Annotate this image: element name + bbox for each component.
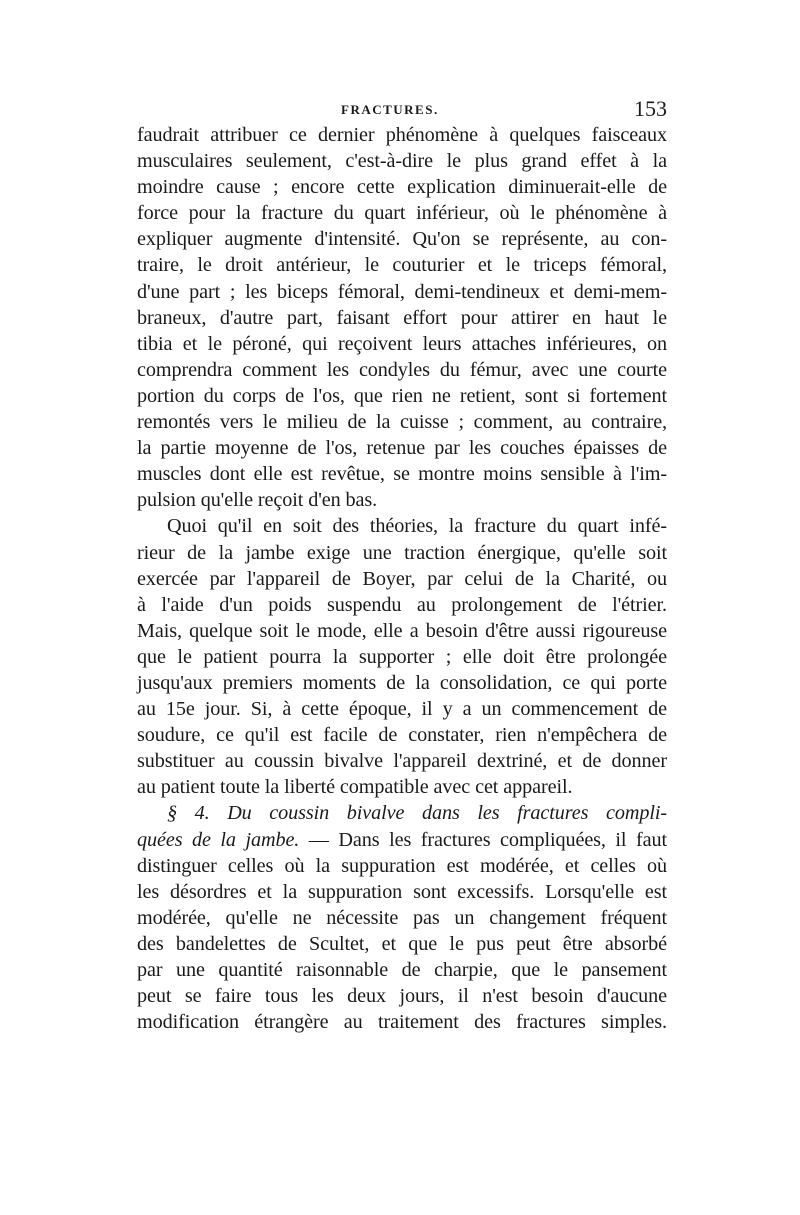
text-line: la partie moyenne de l'os, retenue par les couches épaisses de — [137, 437, 667, 460]
text-line: rieur de la jambe exige une traction énergique, qu'elle soit — [137, 541, 667, 564]
paragraph-3 — [137, 800, 667, 1035]
text-line: comprendra comment les condyles du fémur, avec une courte — [137, 358, 667, 381]
running-title: FRACTURES. — [341, 102, 439, 117]
section-heading-continued: quées de la jambe. — [137, 828, 300, 851]
text-line: soudure, ce qu'il est facile de constater, rien n'empêchera de — [137, 724, 667, 747]
text-line: musculaires seulement, c'est-à-dire le plus grand effet à la — [137, 150, 667, 173]
text-line: Mais, quelque soit le mode, elle a besoin d'être aussi rigoureuse — [137, 619, 667, 642]
text-line: portion du corps de l'os, que rien ne retient, sont si fortement — [137, 384, 667, 407]
section-heading: § 4. Du coussin bivalve dans les fractures compli- — [167, 802, 667, 825]
text-line: à l'aide d'un poids suspendu au prolongement de l'étrier. — [137, 593, 667, 616]
text-line: pulsion qu'elle reçoit d'en bas. — [137, 489, 378, 512]
body-text — [137, 122, 667, 1035]
text-line: au 15e jour. Si, à cette époque, il y a un commencement de — [137, 698, 667, 721]
text-line: Quoi qu'il en soit des théories, la fracture du quart infé- — [167, 515, 667, 538]
text-line: jusqu'aux premiers moments de la consolidation, ce qui porte — [137, 671, 667, 694]
page-header — [137, 96, 667, 122]
text-line — [137, 827, 667, 853]
text-line: modification étrangère au traitement des fractures simples. — [137, 1011, 667, 1034]
page-number: 153 — [634, 96, 667, 121]
text-line: au patient toute la liberté compatible avec cet appareil. — [137, 776, 573, 799]
text-line: modérée, qu'elle ne nécessite pas un changement fréquent — [137, 906, 667, 929]
text-line: d'une part ; les biceps fémoral, demi-tendineux et demi-mem- — [137, 280, 667, 303]
text-line: remontés vers le milieu de la cuisse ; comment, au contraire, — [137, 411, 667, 434]
text-line: que le patient pourra la supporter ; elle doit être prolongée — [137, 645, 667, 668]
text-line: force pour la fracture du quart inférieur, où le phénomène à — [137, 202, 667, 225]
text-run: — Dans les fractures compliquées, il faut — [299, 828, 667, 851]
text-line: des bandelettes de Scultet, et que le pus peut être absorbé — [137, 932, 667, 955]
text-line: par une quantité raisonnable de charpie, que le pansement — [137, 959, 667, 981]
text-line: faudrait attribuer ce dernier phénomène à quelques faisceaux — [137, 124, 667, 146]
text-line: braneux, d'autre part, faisant effort pour attirer en haut le — [137, 306, 667, 329]
text-line: les désordres et la suppuration sont excessifs. Lorsqu'elle est — [137, 880, 667, 903]
text-line: expliquer augmente d'intensité. Qu'on se représente, au con- — [137, 228, 667, 251]
text-line: traire, le droit antérieur, le couturier et le triceps fémoral, — [137, 254, 667, 277]
paragraph-2 — [137, 513, 667, 800]
book-page — [137, 96, 667, 1035]
text-line: moindre cause ; encore cette explication diminuerait-elle de — [137, 176, 667, 199]
text-line: peut se faire tous les deux jours, il n'est besoin d'aucune — [137, 985, 667, 1008]
text-line: distinguer celles où la suppuration est modérée, et celles où — [137, 854, 667, 877]
text-line: muscles dont elle est revêtue, se montre moins sensible à l'im- — [137, 463, 667, 486]
text-line: exercée par l'appareil de Boyer, par celui de la Charité, ou — [137, 567, 667, 590]
text-line: tibia et le péroné, qui reçoivent leurs attaches inférieures, on — [137, 332, 667, 355]
paragraph-1 — [137, 122, 667, 513]
text-line: substituer au coussin bivalve l'appareil dextriné, et de donner — [137, 750, 667, 773]
